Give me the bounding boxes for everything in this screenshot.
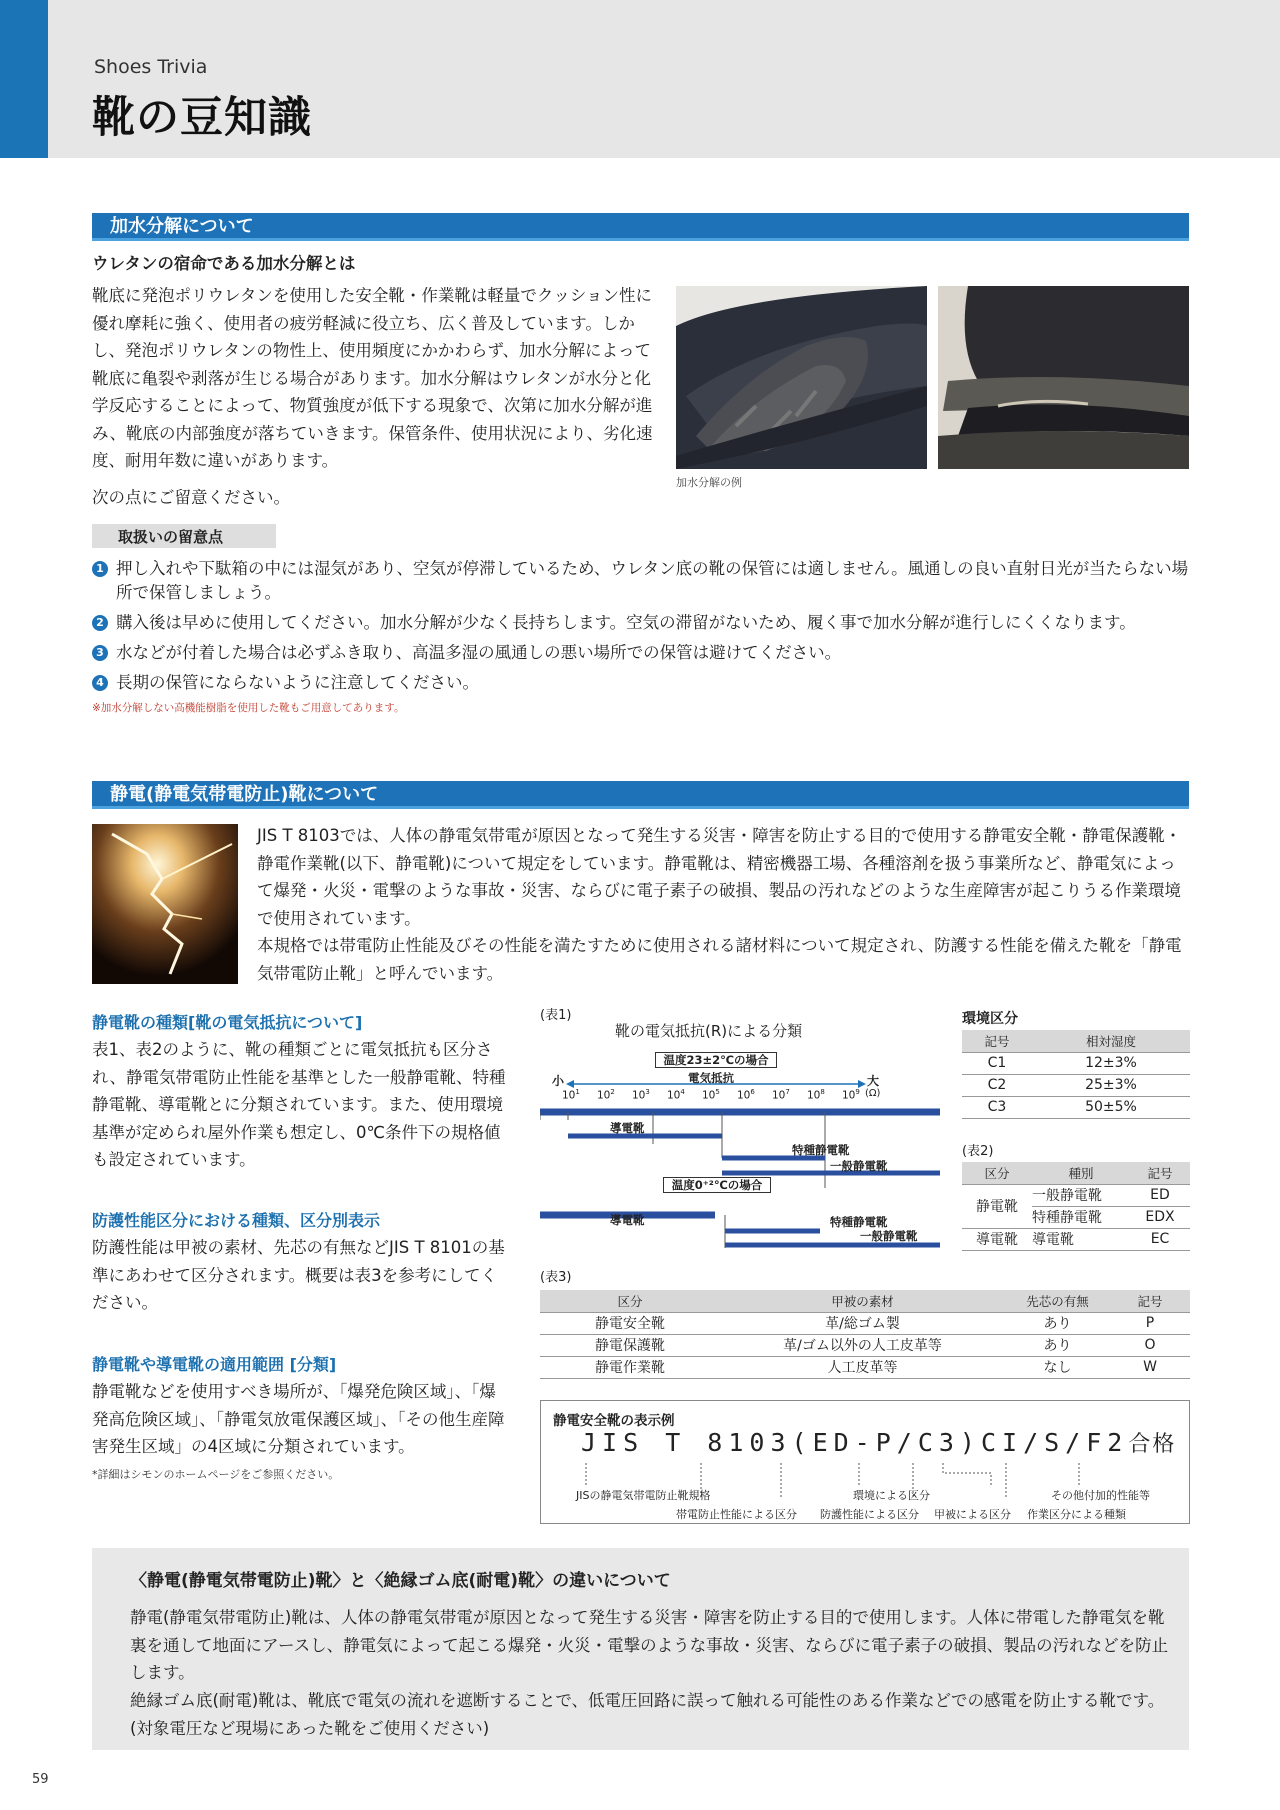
static-intro-1: JIS T 8103では、人体の静電気帯電が原因となって発生する災害・障害を防止する目的で使用する静電安全靴・静電保護靴・静電作業靴(以下、静電靴)について規定をしています。静電靴は、精密機器工場、各種溶剤を扱う事業所など、静電気によって爆発・火災・電撃のような事故・災害、ならびに電子素子の破損、製品の汚れなどのような生産障害が起こりうる作業環境で使用されています。 bbox=[257, 826, 1182, 928]
cell: 一般静電靴 bbox=[1032, 1184, 1130, 1206]
notice-item-text: 長期の保管にならないように注意してください。 bbox=[116, 673, 479, 692]
cell: W bbox=[1110, 1356, 1190, 1378]
section-bar-static: 静電(静電気帯電防止)靴について bbox=[92, 781, 1189, 809]
tick-label: $10^7$ bbox=[772, 1088, 790, 1102]
table-row bbox=[540, 1356, 1190, 1378]
notice-item-text: 押し入れや下駄箱の中には湿気があり、空気が停滞しているため、ウレタン底の靴の保管には適しません。風通しの良い直射日光が当たらない場所で保管しましょう。 bbox=[116, 559, 1189, 602]
table-row bbox=[962, 1184, 1190, 1206]
hydrolysis-photo-2 bbox=[938, 286, 1189, 469]
table-row bbox=[962, 1228, 1190, 1250]
bar-label-conductive: 導電靴 bbox=[610, 1121, 645, 1135]
table-header: 甲被の素材 bbox=[720, 1290, 1005, 1312]
protect-body: 防護性能は甲被の素材、先芯の有無などJIS T 8101の基準にあわせて区分されます。概要は表3を参考にしてください。 bbox=[92, 1238, 505, 1312]
cell: EC bbox=[1130, 1228, 1190, 1250]
label-large: 大 bbox=[867, 1074, 880, 1088]
hydrolysis-body: 靴底に発泡ポリウレタンを使用した安全靴・作業靴は軽量でクッション性に優れ摩耗に強く、使用者の疲労軽減に役立ち、広く普及しています。しかし、発泡ポリウレタンの物性上、使用頻度にかかわらず、加水分解によって靴底に亀裂や剥落が生じる場合があります。加水分解はウレタンが水分と化学反応することによって、物質強度が低下する現象で、次第に加水分解が進み、靴底の内部強度が落ちていきます。保管条件、使用状況により、劣化速度、耐用年数に違いがあります。 bbox=[92, 286, 653, 470]
compare-p2: 絶縁ゴム底(耐電)靴は、靴底で電気の流れを遮断することで、低電圧回路に誤って触れる可能性のある作業などでの感電を防止する靴です。(対象電圧など現場にあった靴をご使用ください) bbox=[130, 1691, 1165, 1738]
tick-label: $10^3$ bbox=[632, 1088, 650, 1102]
table-header-row bbox=[540, 1290, 1190, 1312]
number-3-icon: 3 bbox=[92, 645, 108, 661]
axis-label: 電気抵抗 bbox=[688, 1071, 734, 1085]
table-row bbox=[962, 1052, 1190, 1074]
env-title: 環境区分 bbox=[962, 1011, 1018, 1027]
table-header: 種別 bbox=[1032, 1162, 1130, 1184]
tick-label: $10^5$ bbox=[702, 1088, 720, 1102]
table-header: 相対湿度 bbox=[1032, 1030, 1190, 1052]
cell: あり bbox=[1005, 1334, 1110, 1356]
cell: 50±5% bbox=[1032, 1096, 1190, 1118]
table2-label: (表2) bbox=[962, 1144, 994, 1159]
cell: 導電靴 bbox=[962, 1228, 1032, 1250]
cell: 静電保護靴 bbox=[540, 1334, 720, 1356]
table-header: 先芯の有無 bbox=[1005, 1290, 1110, 1312]
condition-23c: 温度23±2℃の場合 bbox=[655, 1052, 777, 1068]
arrow-left-icon bbox=[566, 1080, 574, 1088]
header-accent-bar bbox=[0, 0, 48, 158]
tick-label: $10^9$ bbox=[842, 1088, 860, 1102]
table3-label: (表3) bbox=[540, 1270, 572, 1285]
table-row bbox=[540, 1334, 1190, 1356]
cell: 静電作業靴 bbox=[540, 1356, 720, 1378]
bar-label-general-0c: 一般静電靴 bbox=[860, 1229, 918, 1243]
unit-label: (Ω) bbox=[865, 1088, 881, 1099]
hydrolysis-heading: ウレタンの宿命である加水分解とは bbox=[92, 254, 356, 273]
mark-label-upper: 甲被による区分 bbox=[934, 1508, 1011, 1521]
photo-caption: 加水分解の例 bbox=[676, 476, 742, 489]
static-intro-2: 本規格では帯電防止性能及びその性能を満たすために使用される諸材料について規定され、防護する性能を備えた靴を「静電気帯電防止靴」と呼んでいます。 bbox=[257, 936, 1182, 983]
scope-heading: 静電靴や導電靴の適用範囲 [分類] bbox=[92, 1355, 337, 1374]
table-row bbox=[962, 1096, 1190, 1118]
hydrolysis-note: ※加水分解しない高機能樹脂を使用した靴もご用意してあります。 bbox=[92, 702, 405, 714]
number-1-icon: 1 bbox=[92, 561, 108, 577]
bar-label-general: 一般静電靴 bbox=[830, 1159, 888, 1173]
notice-list bbox=[92, 557, 1192, 695]
types-body: 表1、表2のように、靴の種類ごとに電気抵抗も区分され、静電気帯電防止性能を基準とした一般静電靴、特種静電靴、導電靴とに分類されています。また、使用環境基準が定められ屋外作業も想定し、0℃条件下の規格値も設定されています。 bbox=[92, 1040, 506, 1169]
cell: 革/総ゴム製 bbox=[720, 1312, 1005, 1334]
notice-item-text: 水などが付着した場合は必ずふき取り、高温多湿の風通しの悪い場所での保管は避けてください。 bbox=[116, 643, 842, 662]
cell: 特種静電靴 bbox=[1032, 1206, 1130, 1228]
table-row bbox=[962, 1074, 1190, 1096]
table-header: 記号 bbox=[962, 1030, 1032, 1052]
resistance-diagram bbox=[540, 1048, 945, 1248]
cell: ED bbox=[1130, 1184, 1190, 1206]
mark-code-text: JIS T 8103(ED-P/C3)CI/S/F2 bbox=[581, 1428, 1129, 1457]
mark-label-env: 環境による区分 bbox=[853, 1489, 930, 1502]
mark-code bbox=[581, 1427, 1176, 1458]
table-row bbox=[540, 1312, 1190, 1334]
tick-labels bbox=[562, 1088, 902, 1106]
env-table bbox=[962, 1030, 1190, 1119]
table-header-row bbox=[962, 1030, 1190, 1052]
protect-heading: 防護性能区分における種類、区分別表示 bbox=[92, 1211, 381, 1230]
cell: 導電靴 bbox=[1032, 1228, 1130, 1250]
notice-item bbox=[92, 557, 1192, 605]
notice-item-text: 購入後は早めに使用してください。加水分解が少なく長持ちします。空気の滞留がないため、履く事で加水分解が進行しにくくなります。 bbox=[116, 613, 1136, 632]
header-subtitle: Shoes Trivia bbox=[94, 56, 208, 78]
notice-title: 取扱いの留意点 bbox=[92, 524, 276, 548]
cell: 人工皮革等 bbox=[720, 1356, 1005, 1378]
table-header: 区分 bbox=[540, 1290, 720, 1312]
tick-label: $10^6$ bbox=[737, 1088, 755, 1102]
table-header-row bbox=[962, 1162, 1190, 1184]
mark-label-other: その他付加的性能等 bbox=[1051, 1489, 1150, 1502]
scope-note: *詳細はシモンのホームページをご参照ください。 bbox=[92, 1468, 340, 1481]
cell: あり bbox=[1005, 1312, 1110, 1334]
page-title: 靴の豆知識 bbox=[92, 93, 312, 143]
cell: EDX bbox=[1130, 1206, 1190, 1228]
hydrolysis-closing: 次の点にご留意ください。 bbox=[92, 488, 290, 507]
table3 bbox=[540, 1290, 1190, 1379]
scope-body: 静電靴などを使用すべき場所が、「爆発危険区域」、「爆発高危険区域」、「静電気放電保護区域」、「その他生産障害発生区域」の4区域に分類されています。 bbox=[92, 1382, 505, 1456]
tick-label: $10^4$ bbox=[667, 1088, 685, 1102]
mark-pass: 合格 bbox=[1128, 1432, 1177, 1457]
condition-0c: 温度0⁺²℃の場合 bbox=[663, 1177, 771, 1193]
arrow-right-icon bbox=[858, 1080, 866, 1088]
cell: 革/ゴム以外の人工皮革等 bbox=[720, 1334, 1005, 1356]
notice-item bbox=[92, 641, 1192, 665]
bar-label-special-0c: 特種静電靴 bbox=[830, 1215, 888, 1229]
mark-label-antistatic: 帯電防止性能による区分 bbox=[676, 1508, 797, 1521]
notice-item bbox=[92, 671, 1192, 695]
notice-item bbox=[92, 611, 1192, 635]
cell: P bbox=[1110, 1312, 1190, 1334]
compare-p1: 静電(静電気帯電防止)靴は、人体の静電気帯電が原因となって発生する災害・障害を防止する目的で使用します。人体に帯電した静電気を靴裏を通して地面にアースし、静電気によって起こる爆発・火災・電撃のような事故・災害、ならびに電子素子の破損、製品の汚れなどを防止します。 bbox=[130, 1608, 1169, 1682]
tick-label: $10^1$ bbox=[562, 1088, 580, 1102]
page-number: 59 bbox=[32, 1772, 49, 1787]
cell: 静電靴 bbox=[962, 1184, 1032, 1228]
number-2-icon: 2 bbox=[92, 615, 108, 631]
cell: C1 bbox=[962, 1052, 1032, 1074]
bar-label-special: 特種静電靴 bbox=[792, 1143, 850, 1157]
table1-title: 靴の電気抵抗(R)による分類 bbox=[615, 1022, 803, 1040]
section-bar-hydrolysis: 加水分解について bbox=[92, 213, 1189, 241]
table-header: 記号 bbox=[1130, 1162, 1190, 1184]
table2 bbox=[962, 1162, 1190, 1251]
bar-label-conductive-0c: 導電靴 bbox=[610, 1213, 645, 1227]
mark-example-box bbox=[540, 1400, 1190, 1524]
cell: 25±3% bbox=[1032, 1074, 1190, 1096]
tick-label: $10^8$ bbox=[807, 1088, 825, 1102]
cell: C3 bbox=[962, 1096, 1032, 1118]
mark-label-jis: JISの静電気帯電防止靴規格 bbox=[576, 1489, 711, 1502]
cell: なし bbox=[1005, 1356, 1110, 1378]
table-header: 区分 bbox=[962, 1162, 1032, 1184]
cell: 12±3% bbox=[1032, 1052, 1190, 1074]
mark-title: 静電安全靴の表示例 bbox=[553, 1413, 675, 1429]
cell: 静電安全靴 bbox=[540, 1312, 720, 1334]
mark-label-protect: 防護性能による区分 bbox=[820, 1508, 919, 1521]
cell: O bbox=[1110, 1334, 1190, 1356]
mark-label-work: 作業区分による種類 bbox=[1027, 1508, 1126, 1521]
types-heading: 静電靴の種類[靴の電気抵抗について] bbox=[92, 1013, 363, 1032]
label-small: 小 bbox=[552, 1074, 565, 1088]
hydrolysis-photo-1 bbox=[676, 286, 927, 469]
tick-label: $10^2$ bbox=[597, 1088, 615, 1102]
lightning-photo bbox=[92, 824, 238, 984]
table-header: 記号 bbox=[1110, 1290, 1190, 1312]
table1-label: (表1) bbox=[540, 1008, 572, 1023]
compare-title: 〈静電(静電気帯電防止)靴〉と〈絶縁ゴム底(耐電)靴〉の違いについて bbox=[130, 1571, 671, 1591]
number-4-icon: 4 bbox=[92, 675, 108, 691]
cell: C2 bbox=[962, 1074, 1032, 1096]
compare-panel bbox=[92, 1548, 1189, 1750]
